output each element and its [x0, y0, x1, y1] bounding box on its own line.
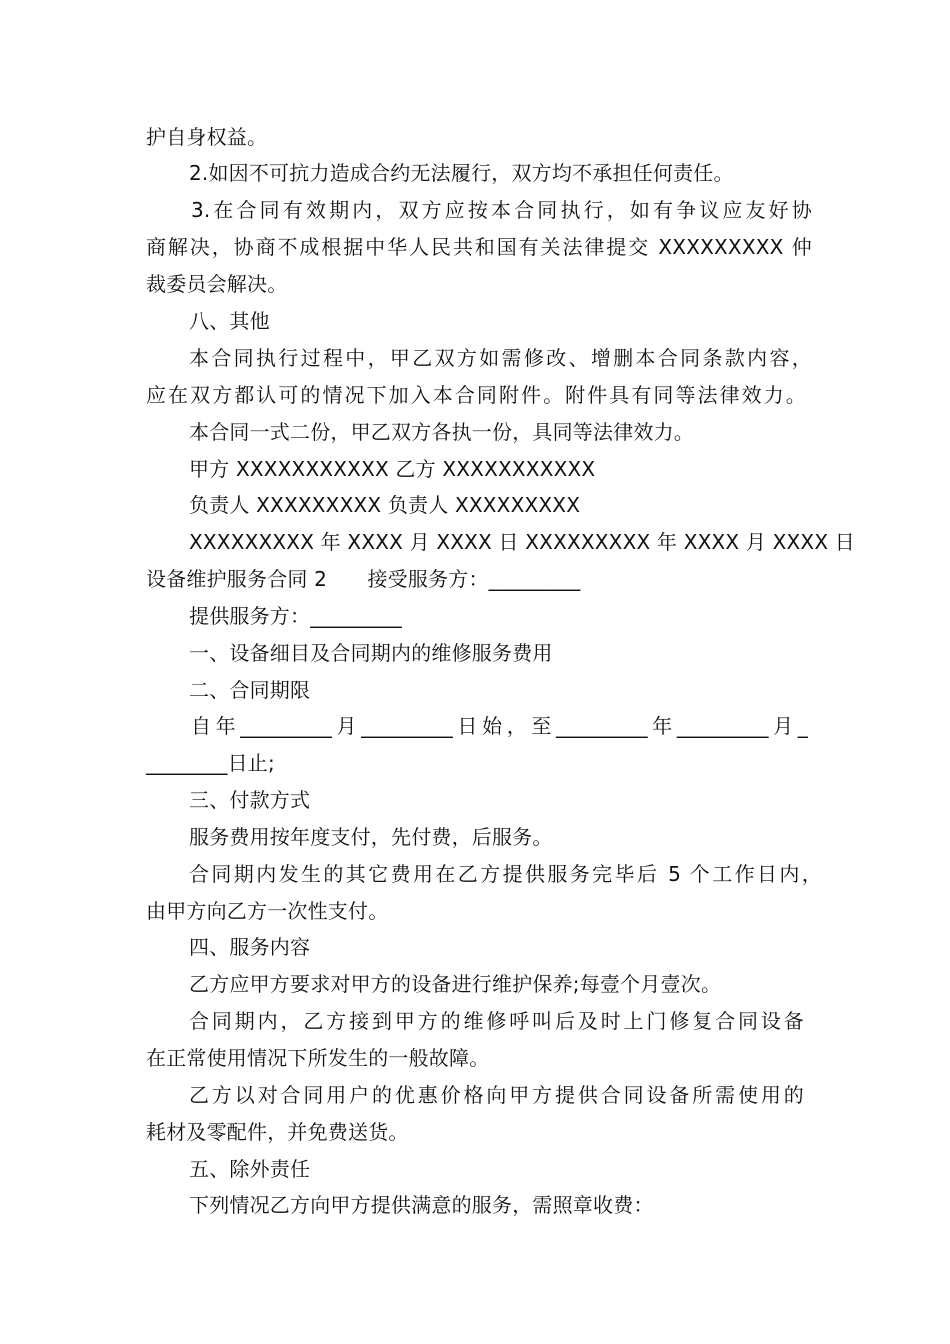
service-provider-line: 提供服务方：_________ — [189, 604, 402, 628]
paragraph-line: 商解决，协商不成根据中华人民共和国有关法律提交 XXXXXXXXX 仲 — [146, 235, 812, 259]
paragraph-line: 乙方应甲方要求对甲方的设备进行维护保养;每壹个月壹次。 — [189, 972, 722, 996]
section-heading: 四、服务内容 — [189, 935, 311, 959]
paragraph-line: 本合同执行过程中，甲乙双方如需修改、增删本合同条款内容， — [189, 346, 812, 370]
paragraph-line: 自年_________月_________日始，至_________年_________月_ — [191, 714, 808, 738]
paragraph-line: 2.如因不可抗力造成合约无法履行，双方均不承担任何责任。 — [189, 161, 734, 185]
section-heading: 一、设备细目及合同期内的维修服务费用 — [189, 641, 553, 665]
signature-date-line: XXXXXXXXX 年 XXXX 月 XXXX 日 XXXXXXXXX 年 XXXX 月 XXXX 日 — [189, 530, 855, 554]
section-heading: 八、其他 — [189, 309, 270, 333]
signature-party-line: 甲方 XXXXXXXXXXX 乙方 XXXXXXXXXXX — [189, 457, 596, 481]
paragraph-line: ________日止; — [146, 751, 275, 775]
paragraph-line: 合同期内发生的其它费用在乙方提供服务完毕后 5 个工作日内， — [189, 862, 822, 886]
paragraph-line: 下列情况乙方向甲方提供满意的服务，需照章收费： — [189, 1193, 654, 1217]
paragraph-line: 本合同一式二份，甲乙双方各执一份，具同等法律效力。 — [189, 420, 694, 444]
paragraph-line: 耗材及零配件，并免费送货。 — [146, 1120, 409, 1144]
paragraph-line: 3.在合同有效期内，双方应按本合同执行，如有争议应友好协 — [191, 198, 812, 222]
section-heading: 三、付款方式 — [189, 788, 311, 812]
contract-title-line: 设备维护服务合同 2 接受服务方：_________ — [146, 567, 581, 591]
section-heading: 二、合同期限 — [189, 678, 311, 702]
paragraph-line: 由甲方向乙方一次性支付。 — [146, 899, 389, 923]
paragraph-line: 服务费用按年度支付，先付费，后服务。 — [189, 825, 553, 849]
paragraph-line: 合同期内，乙方接到甲方的维修呼叫后及时上门修复合同设备 — [189, 1009, 804, 1033]
paragraph-line: 在正常使用情况下所发生的一般故障。 — [146, 1046, 490, 1070]
paragraph-line: 应在双方都认可的情况下加入本合同附件。附件具有同等法律效力。 — [146, 383, 806, 407]
paragraph-line: 裁委员会解决。 — [146, 272, 288, 296]
signature-responsible-line: 负责人 XXXXXXXXX 负责人 XXXXXXXXX — [189, 493, 581, 517]
paragraph-line: 乙方以对合同用户的优惠价格向甲方提供合同设备所需使用的 — [189, 1083, 804, 1107]
paragraph-line: 护自身权益。 — [146, 125, 268, 149]
section-heading: 五、除外责任 — [189, 1157, 311, 1181]
